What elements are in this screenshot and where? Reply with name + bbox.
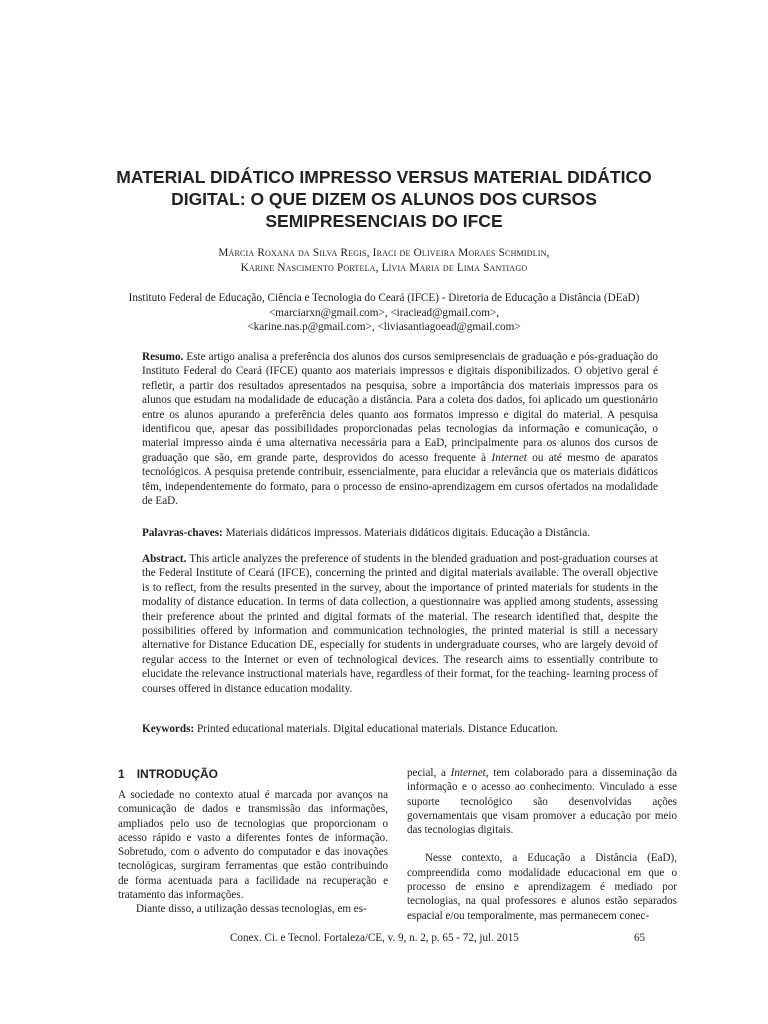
resumo-label: Resumo. — [142, 351, 184, 363]
keywords-label: Keywords: — [142, 723, 195, 735]
body-text: pecial, a — [407, 767, 451, 779]
body-paragraph — [407, 766, 677, 837]
abstract-paragraph — [142, 552, 658, 696]
authors-line: Karine Nascimento Portela, Lívia Maria de Lima Santiago — [240, 262, 528, 274]
abstract-label: Abstract. — [142, 553, 187, 565]
title-line: SEMIPRESENCIAIS DO IFCE — [265, 211, 503, 231]
resumo-paragraph — [142, 350, 658, 508]
resumo-text-end: ou até mesmo de aparatos tecnológicos. A pesquisa pretende contribuir, essencialmente, para elucidar a relevância que os materiais didáticos têm, independentemente do formato, para o processo de ensino-aprendizagem em cursos ofertados na modalidade de EaD. — [142, 451, 659, 508]
left-column — [118, 788, 388, 917]
section-heading — [118, 767, 218, 781]
section-number: 1 — [118, 767, 125, 781]
authors-line: Márcia Roxana da Silva Regis, Iraci de Oliveira Moraes Schmidlin, — [218, 247, 550, 259]
body-paragraph: A sociedade no contexto atual é marcada por avanços na comunicação de dados e transmissão das informações, ampliados pelo uso de tecnologias que proporcionam o acesso rápido e vasto a diferentes fontes de informação. Sobretudo, com o advento do computador e das inovações tecnológicas, surgiram ferramentas que estão contribuindo de forma acentuada para a facilidade na recuperação e tratamento das informações. — [118, 789, 388, 902]
palavras-label: Palavras-chaves: — [142, 527, 223, 539]
body-paragraph: Nesse contexto, a Educação a Distância (EaD), compreendida como modalidade educacional em que o processo de ensino e aprendizagem é mediado por tecnologias, na qual professores e alunos estão separados espacial e/ou temporalmente, mas permanecem conec- — [407, 852, 677, 922]
affiliation-line: Instituto Federal de Educação, Ciência e Tecnologia do Ceará (IFCE) - Diretoria de Educação a Distância (DEaD) — [128, 292, 640, 304]
keywords-text: Printed educational materials. Digital educational materials. Distance Education. — [194, 723, 558, 735]
abstract-text: This article analyzes the preference of students in the blended graduation and post-graduation courses at the Federal Institute of Ceará (IFCE), concerning the printed and digital materials available. The overall objective is to reflect, from the results presented in the survey, about the importance of printed materials for students in the modality of distance education. In terms of data collection, a questionnaire was applied among students, assessing their preference about the printed and digital formats of the material. The research identified that, despite the possibilities offered by information and communication technologies, the printed material is still a necessary alternative for Distance Education DE, especially for students in undergraduate courses, who are largely devoid of regular access to the Internet or even of technological devices. The research aims to essentially contribute to elucidate the relevance instructional materials have, regardless of their format, for the teaching- learning process of courses offered in distance education modality. — [142, 553, 658, 695]
email-line: <karine.nas.p@gmail.com>, <liviasantiagoead@gmail.com> — [247, 321, 521, 333]
right-column — [407, 766, 677, 923]
email-line: <marciarxn@gmail.com>, <iraciead@gmail.com>, — [268, 306, 500, 319]
body-paragraph: Diante disso, a utilização dessas tecnologias, em es- — [136, 903, 367, 916]
body-italic: Internet — [450, 767, 486, 779]
author-list — [60, 246, 708, 276]
palavras-text: Materiais didáticos impressos. Materiais didáticos digitais. Educação a Distância. — [222, 527, 591, 539]
palavras-chaves-paragraph — [142, 526, 658, 540]
paper-title — [60, 166, 708, 232]
section-title: INTRODUÇÃO — [136, 767, 219, 781]
title-line: MATERIAL DIDÁTICO IMPRESSO VERSUS MATERIAL DIDÁTICO — [116, 167, 652, 187]
journal-citation: Conex. Ci. e Tecnol. Fortaleza/CE, v. 9, n. 2, p. 65 - 72, jul. 2015 — [230, 932, 519, 944]
affiliation — [60, 291, 708, 335]
body-text: , tem colaborado para a disseminação da informação e o acesso ao conhecimento. Vinculado a esse suporte tecnológico são desenvolvidas ações governamentais que visam promover a educação por meio das tecnologias digitais. — [407, 767, 677, 837]
resumo-italic: Internet — [491, 451, 527, 464]
page-number: 65 — [634, 932, 646, 944]
title-line: DIGITAL: O QUE DIZEM OS ALUNOS DOS CURSOS — [171, 189, 597, 209]
resumo-text: Este artigo analisa a preferência dos alunos dos cursos semipresenciais de graduação e pós-graduação do Instituto Federal do Ceará (IFCE) quanto aos materiais impressos e digitais disponibilizados. O objetivo geral é refletir, a partir dos resultados apresentados na pesquisa, sobre a importância dos materiais impressos para os alunos que estudam na modalidade de educação a distância. Para a coleta dos dados, foi aplicado um questionário entre os alunos apurando a preferência deles quanto aos formatos impresso e digital do material. A pesquisa identificou que, apesar das possibilidades proporcionadas pelas tecnologias da informação e comunicação, o material impresso ainda é uma alternativa necessária para a EaD, principalmente para os alunos dos cursos de graduação que são, em grande parte, desprovidos do acesso frequente à — [142, 351, 658, 464]
keywords-paragraph — [142, 722, 658, 736]
